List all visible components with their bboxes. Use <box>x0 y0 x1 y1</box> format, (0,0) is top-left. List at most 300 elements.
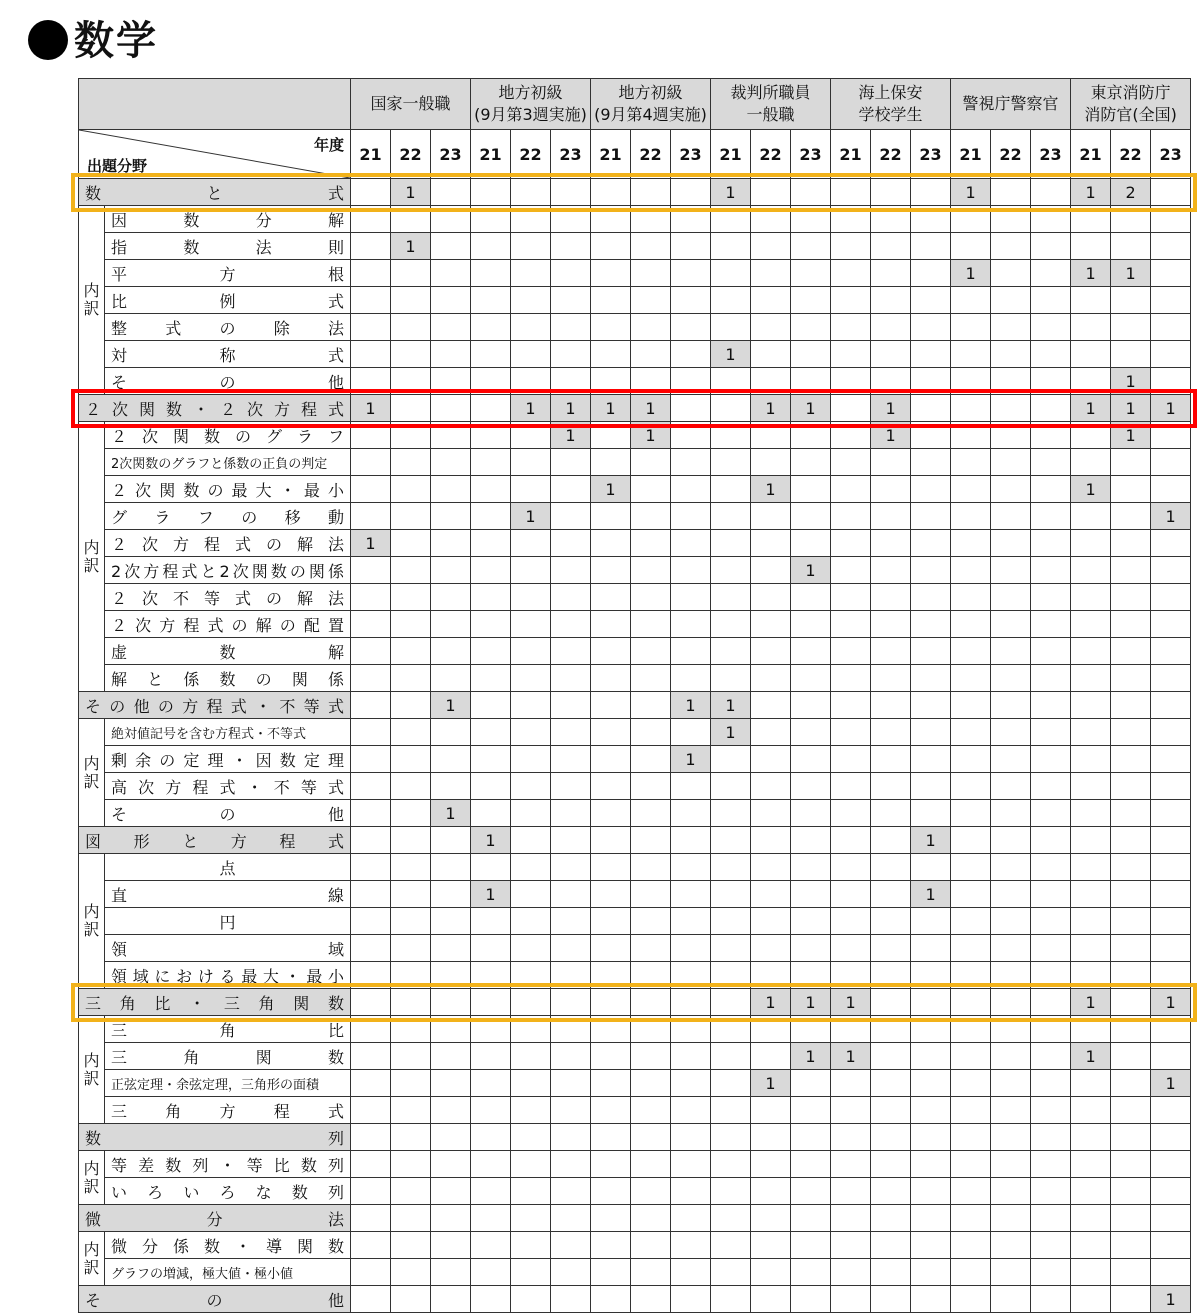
count-cell <box>951 1205 991 1232</box>
count-cell <box>871 368 911 395</box>
count-cell <box>951 368 991 395</box>
count-cell <box>1071 503 1111 530</box>
count-cell <box>1071 368 1111 395</box>
count-cell <box>391 368 431 395</box>
count-cell <box>991 827 1031 854</box>
count-cell <box>911 854 951 881</box>
subcategory-label: ２次方程式の解法 <box>105 530 351 557</box>
count-cell <box>1031 233 1071 260</box>
exam-name: 地方初級 <box>618 83 683 102</box>
count-cell <box>631 746 671 773</box>
count-cell <box>991 314 1031 341</box>
count-cell <box>1071 692 1111 719</box>
year-header: 22 <box>871 130 911 179</box>
count-cell <box>951 611 991 638</box>
count-cell <box>351 476 391 503</box>
count-cell <box>351 206 391 233</box>
count-cell: 1 <box>791 557 831 584</box>
count-cell <box>991 962 1031 989</box>
count-cell <box>1151 422 1191 449</box>
count-cell <box>671 449 711 476</box>
count-cell <box>511 557 551 584</box>
count-cell <box>591 341 631 368</box>
count-cell <box>1111 314 1151 341</box>
exam-subname: 一般職 <box>746 105 795 124</box>
count-cell <box>831 773 871 800</box>
exam-subname: 学校学生 <box>858 105 923 124</box>
count-cell <box>551 557 591 584</box>
count-cell <box>391 1205 431 1232</box>
count-cell <box>471 1070 511 1097</box>
count-cell <box>431 1070 471 1097</box>
count-cell <box>391 206 431 233</box>
subcategory-label: 解と係数の関係 <box>105 665 351 692</box>
count-cell: 1 <box>871 422 911 449</box>
category-label: その他の方程式・不等式 <box>79 692 351 719</box>
count-cell <box>471 1232 511 1259</box>
count-cell <box>471 665 511 692</box>
count-cell <box>1031 368 1071 395</box>
count-cell <box>551 584 591 611</box>
count-cell <box>871 314 911 341</box>
count-cell <box>911 1097 951 1124</box>
count-cell <box>391 1286 431 1313</box>
count-cell: 1 <box>1151 989 1191 1016</box>
count-cell <box>1111 827 1151 854</box>
subcategory-label: グラフの増減，極大値・極小値 <box>105 1259 351 1286</box>
count-cell <box>511 1205 551 1232</box>
count-cell <box>351 800 391 827</box>
count-cell <box>1151 1178 1191 1205</box>
count-cell <box>751 773 791 800</box>
subcategory-label: 剰余の定理・因数定理 <box>105 746 351 773</box>
count-cell <box>551 1016 591 1043</box>
count-cell <box>471 395 511 422</box>
count-cell <box>431 1097 471 1124</box>
count-cell <box>551 908 591 935</box>
count-cell: 1 <box>751 476 791 503</box>
count-cell: 1 <box>711 692 751 719</box>
count-cell <box>1071 665 1111 692</box>
count-cell <box>551 530 591 557</box>
count-cell <box>511 719 551 746</box>
count-cell <box>751 503 791 530</box>
count-cell <box>391 665 431 692</box>
count-cell <box>591 530 631 557</box>
count-cell <box>711 395 751 422</box>
count-cell <box>1151 881 1191 908</box>
count-cell <box>471 1205 511 1232</box>
count-cell <box>551 800 591 827</box>
count-cell <box>471 503 511 530</box>
count-cell <box>471 530 511 557</box>
subcategory-label: ２次不等式の解法 <box>105 584 351 611</box>
subcategory-row <box>79 260 1191 287</box>
exam-header-row <box>79 79 1191 130</box>
count-cell <box>711 1151 751 1178</box>
count-cell <box>511 449 551 476</box>
count-cell <box>791 1286 831 1313</box>
count-cell <box>991 530 1031 557</box>
count-cell <box>1151 1124 1191 1151</box>
count-cell <box>711 746 751 773</box>
count-cell <box>711 1205 751 1232</box>
breakdown-label: 内訳 <box>79 422 105 692</box>
count-cell <box>871 908 911 935</box>
count-cell <box>1071 854 1111 881</box>
count-cell <box>551 1178 591 1205</box>
count-cell <box>631 1205 671 1232</box>
count-cell <box>911 233 951 260</box>
count-cell <box>1071 233 1111 260</box>
count-cell <box>831 746 871 773</box>
count-cell <box>911 1286 951 1313</box>
subcategory-row <box>79 233 1191 260</box>
count-cell <box>951 206 991 233</box>
count-cell <box>671 1205 711 1232</box>
count-cell <box>871 1232 911 1259</box>
count-cell <box>751 260 791 287</box>
count-cell <box>631 773 671 800</box>
count-cell <box>1071 1178 1111 1205</box>
count-cell <box>871 1286 911 1313</box>
count-cell <box>471 1259 511 1286</box>
subcategory-label: 円 <box>105 908 351 935</box>
count-cell <box>431 611 471 638</box>
count-cell <box>991 638 1031 665</box>
count-cell: 1 <box>1071 395 1111 422</box>
subcategory-row <box>79 341 1191 368</box>
count-cell <box>1111 341 1151 368</box>
count-cell <box>1031 611 1071 638</box>
count-cell <box>511 260 551 287</box>
count-cell <box>671 665 711 692</box>
count-cell <box>1031 908 1071 935</box>
subcategory-label: 2次方程式と2次関数の関係 <box>105 557 351 584</box>
count-cell <box>991 746 1031 773</box>
exam-name: 警視庁警察官 <box>962 94 1059 113</box>
count-cell <box>391 1259 431 1286</box>
count-cell <box>831 611 871 638</box>
count-cell <box>671 476 711 503</box>
category-row <box>79 1205 1191 1232</box>
count-cell <box>871 1205 911 1232</box>
count-cell <box>791 422 831 449</box>
count-cell <box>1151 476 1191 503</box>
count-cell <box>391 341 431 368</box>
count-cell <box>991 476 1031 503</box>
count-cell <box>351 233 391 260</box>
count-cell <box>511 935 551 962</box>
count-cell <box>511 1259 551 1286</box>
count-cell <box>1151 962 1191 989</box>
count-cell <box>471 692 511 719</box>
count-cell <box>631 692 671 719</box>
count-cell <box>671 557 711 584</box>
count-cell <box>711 206 751 233</box>
count-cell <box>471 935 511 962</box>
count-cell <box>591 935 631 962</box>
count-cell <box>791 341 831 368</box>
count-cell <box>831 1232 871 1259</box>
count-cell <box>351 449 391 476</box>
count-cell: 1 <box>1071 989 1111 1016</box>
count-cell <box>551 503 591 530</box>
count-cell <box>1151 854 1191 881</box>
count-cell <box>551 773 591 800</box>
count-cell <box>551 881 591 908</box>
count-cell <box>511 422 551 449</box>
count-cell <box>391 1232 431 1259</box>
count-cell: 1 <box>511 395 551 422</box>
subcategory-label: 領域における最大・最小 <box>105 962 351 989</box>
count-cell <box>871 827 911 854</box>
exam-name: 東京消防庁 <box>1090 83 1171 102</box>
count-cell <box>991 368 1031 395</box>
count-cell <box>631 368 671 395</box>
count-cell <box>1031 1205 1071 1232</box>
count-cell <box>631 881 671 908</box>
count-cell <box>351 1232 391 1259</box>
count-cell <box>871 584 911 611</box>
subcategory-row <box>79 1043 1191 1070</box>
count-cell <box>631 260 671 287</box>
count-cell <box>951 314 991 341</box>
count-cell: 1 <box>751 395 791 422</box>
count-cell <box>711 503 751 530</box>
count-cell <box>631 800 671 827</box>
count-cell <box>591 584 631 611</box>
count-cell <box>951 1232 991 1259</box>
count-cell <box>671 233 711 260</box>
count-cell: 2 <box>1111 179 1151 206</box>
count-cell <box>351 1178 391 1205</box>
count-cell <box>791 827 831 854</box>
count-cell <box>551 1043 591 1070</box>
count-cell <box>1151 773 1191 800</box>
count-cell <box>751 287 791 314</box>
count-cell <box>1151 1151 1191 1178</box>
count-cell <box>871 233 911 260</box>
count-cell: 1 <box>351 530 391 557</box>
count-cell <box>871 1178 911 1205</box>
subcategory-label: 微分係数・導関数 <box>105 1232 351 1259</box>
count-cell <box>831 395 871 422</box>
count-cell <box>431 881 471 908</box>
count-cell <box>1031 1124 1071 1151</box>
count-cell <box>991 179 1031 206</box>
breakdown-label: 内訳 <box>79 1016 105 1124</box>
count-cell <box>591 1097 631 1124</box>
subcategory-row <box>79 1151 1191 1178</box>
count-cell <box>871 719 911 746</box>
count-cell <box>391 422 431 449</box>
count-cell <box>791 476 831 503</box>
count-cell <box>951 1070 991 1097</box>
count-cell <box>1071 1016 1111 1043</box>
count-cell <box>1031 260 1071 287</box>
count-cell <box>831 287 871 314</box>
count-cell <box>631 1232 671 1259</box>
count-cell <box>871 287 911 314</box>
category-label: 数列 <box>79 1124 351 1151</box>
subcategory-label: その他 <box>105 800 351 827</box>
count-cell <box>1151 449 1191 476</box>
count-cell <box>1031 341 1071 368</box>
count-cell <box>751 1232 791 1259</box>
count-cell: 1 <box>671 746 711 773</box>
count-cell <box>591 206 631 233</box>
count-cell <box>671 800 711 827</box>
count-cell <box>791 665 831 692</box>
subcategory-label: 対称式 <box>105 341 351 368</box>
count-cell <box>991 800 1031 827</box>
count-cell: 1 <box>751 1070 791 1097</box>
count-cell <box>351 1016 391 1043</box>
category-row <box>79 692 1191 719</box>
count-cell <box>791 584 831 611</box>
count-cell <box>711 287 751 314</box>
count-cell <box>1031 638 1071 665</box>
count-cell <box>911 773 951 800</box>
count-cell: 1 <box>751 989 791 1016</box>
count-cell <box>791 881 831 908</box>
count-cell <box>991 395 1031 422</box>
count-cell <box>351 962 391 989</box>
count-cell <box>1031 692 1071 719</box>
count-cell <box>831 233 871 260</box>
count-cell <box>1151 800 1191 827</box>
count-cell <box>911 1124 951 1151</box>
count-cell <box>471 1286 511 1313</box>
count-cell <box>871 503 911 530</box>
count-cell: 1 <box>351 395 391 422</box>
count-cell <box>1031 1286 1071 1313</box>
count-cell <box>1111 287 1151 314</box>
count-cell <box>551 233 591 260</box>
category-row <box>79 1124 1191 1151</box>
count-cell <box>631 449 671 476</box>
count-cell <box>431 530 471 557</box>
count-cell <box>831 935 871 962</box>
count-cell <box>631 233 671 260</box>
count-cell <box>471 449 511 476</box>
subcategory-label: いろいろな数列 <box>105 1178 351 1205</box>
year-header: 21 <box>1071 130 1111 179</box>
count-cell <box>511 692 551 719</box>
count-cell <box>551 989 591 1016</box>
count-cell <box>1071 584 1111 611</box>
count-cell <box>551 1070 591 1097</box>
count-cell <box>831 557 871 584</box>
count-cell <box>871 341 911 368</box>
subcategory-row <box>79 611 1191 638</box>
count-cell <box>591 1151 631 1178</box>
count-cell <box>951 557 991 584</box>
count-cell: 1 <box>631 395 671 422</box>
count-cell <box>871 800 911 827</box>
count-cell <box>511 1178 551 1205</box>
count-cell: 1 <box>1071 179 1111 206</box>
count-cell <box>911 1151 951 1178</box>
count-cell <box>631 557 671 584</box>
count-cell <box>831 800 871 827</box>
count-cell <box>591 908 631 935</box>
count-cell <box>1151 1016 1191 1043</box>
count-cell <box>351 665 391 692</box>
count-cell <box>1031 881 1071 908</box>
count-cell <box>551 665 591 692</box>
exam-name: 海上保安 <box>858 83 923 102</box>
count-cell <box>711 1259 751 1286</box>
count-cell <box>831 1259 871 1286</box>
count-cell <box>391 800 431 827</box>
count-cell <box>591 854 631 881</box>
count-cell <box>1111 1043 1151 1070</box>
exam-header <box>951 79 1071 130</box>
count-cell <box>431 1232 471 1259</box>
count-cell <box>631 476 671 503</box>
exam-header <box>351 79 471 130</box>
subcategory-label: ２次方程式の解の配置 <box>105 611 351 638</box>
count-cell <box>991 692 1031 719</box>
count-cell <box>951 1286 991 1313</box>
count-cell <box>991 773 1031 800</box>
count-cell <box>1111 989 1151 1016</box>
count-cell <box>911 692 951 719</box>
count-cell <box>431 908 471 935</box>
count-cell <box>991 287 1031 314</box>
count-cell <box>671 368 711 395</box>
count-cell <box>671 1097 711 1124</box>
count-cell <box>831 260 871 287</box>
count-cell <box>1151 935 1191 962</box>
count-cell <box>991 503 1031 530</box>
count-cell <box>471 314 511 341</box>
count-cell <box>951 1124 991 1151</box>
count-cell <box>631 1178 671 1205</box>
count-cell <box>471 233 511 260</box>
count-cell <box>1111 1259 1151 1286</box>
count-cell <box>391 557 431 584</box>
count-cell <box>751 800 791 827</box>
count-cell <box>671 584 711 611</box>
count-cell <box>351 854 391 881</box>
count-cell <box>591 314 631 341</box>
count-cell <box>991 584 1031 611</box>
count-cell <box>1071 422 1111 449</box>
subcategory-row <box>79 476 1191 503</box>
count-cell <box>791 287 831 314</box>
count-cell <box>591 1043 631 1070</box>
count-cell: 1 <box>831 1043 871 1070</box>
count-cell <box>511 314 551 341</box>
subcategory-label: 虚数解 <box>105 638 351 665</box>
count-cell <box>791 1151 831 1178</box>
count-cell <box>351 503 391 530</box>
count-cell <box>1151 314 1191 341</box>
count-cell <box>791 611 831 638</box>
count-cell <box>711 908 751 935</box>
count-cell: 1 <box>471 881 511 908</box>
count-cell <box>831 449 871 476</box>
count-cell <box>431 1043 471 1070</box>
count-cell <box>1151 692 1191 719</box>
count-cell <box>751 611 791 638</box>
count-cell <box>431 476 471 503</box>
count-cell <box>1111 1124 1151 1151</box>
count-cell <box>991 1178 1031 1205</box>
